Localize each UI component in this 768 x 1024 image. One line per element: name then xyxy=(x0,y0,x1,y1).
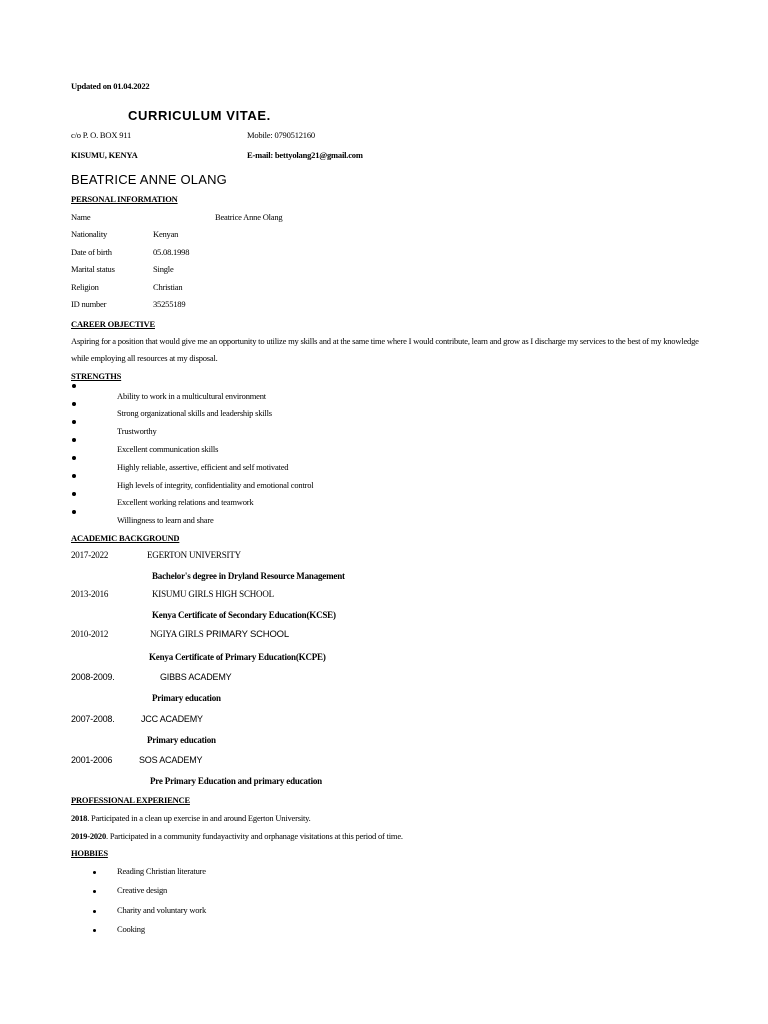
address-line-1: c/o P. O. BOX 911 xyxy=(71,130,132,140)
personal-label: Date of birth xyxy=(71,247,112,257)
personal-label: Religion xyxy=(71,282,99,292)
mobile-number: Mobile: 0790512160 xyxy=(247,130,315,140)
strength-item: Strong organizational skills and leadership skills xyxy=(117,408,272,418)
full-name: BEATRICE ANNE OLANG xyxy=(71,172,227,187)
academic-school: KISUMU GIRLS HIGH SCHOOL xyxy=(152,589,274,599)
hobby-item: Charity and voluntary work xyxy=(117,905,206,915)
academic-qualification: Bachelor's degree in Dryland Resource Management xyxy=(152,571,345,581)
section-heading-experience: PROFESSIONAL EXPERIENCE xyxy=(71,795,190,805)
strength-item: Excellent working relations and teamwork xyxy=(117,497,254,507)
personal-value: Beatrice Anne Olang xyxy=(215,212,283,222)
bullet-icon xyxy=(93,929,96,932)
career-objective-text: Aspiring for a position that would give me an opportunity to utilize my skills and at the same time where I would contribute, learn and grow as I discharge my services to the best of my knowledge while employing all resources at my disposal. xyxy=(71,336,699,363)
section-heading-personal: PERSONAL INFORMATION xyxy=(71,194,178,204)
experience-item: 2018. Participated in a clean up exercise in and around Egerton University. xyxy=(71,813,311,823)
hobby-item: Cooking xyxy=(117,924,145,934)
bullet-icon xyxy=(93,871,96,874)
bullet-icon xyxy=(72,456,76,460)
strength-item: Excellent communication skills xyxy=(117,444,219,454)
academic-qualification: Primary education xyxy=(152,693,221,703)
personal-value: Christian xyxy=(153,282,183,292)
academic-qualification: Primary education xyxy=(147,735,216,745)
personal-label: Marital status xyxy=(71,264,115,274)
bullet-icon xyxy=(72,492,76,496)
academic-years: 2017-2022 xyxy=(71,550,109,560)
bullet-icon xyxy=(93,910,96,913)
academic-qualification: Kenya Certificate of Secondary Education(KCSE) xyxy=(152,610,336,620)
email-address: E-mail: bettyolang21@gmail.com xyxy=(247,150,363,160)
personal-label: Name xyxy=(71,212,91,222)
strength-item: Highly reliable, assertive, efficient and self motivated xyxy=(117,462,289,472)
strength-item: Ability to work in a multicultural environment xyxy=(117,391,266,401)
academic-years: 2001-2006 xyxy=(71,755,113,765)
bullet-icon xyxy=(72,438,76,442)
academic-years: 2008-2009. xyxy=(71,672,115,682)
section-heading-hobbies: HOBBIES xyxy=(71,848,108,858)
section-heading-strengths: STRENGTHS xyxy=(71,371,122,381)
personal-label: Nationality xyxy=(71,229,108,239)
updated-date: Updated on 01.04.2022 xyxy=(71,81,150,91)
bullet-icon xyxy=(72,420,76,424)
personal-label: ID number xyxy=(71,299,107,309)
academic-school: JCC ACADEMY xyxy=(141,714,203,724)
strength-item: Willingness to learn and share xyxy=(117,515,214,525)
bullet-icon xyxy=(72,474,76,478)
academic-school: SOS ACADEMY xyxy=(139,755,203,765)
academic-qualification: Kenya Certificate of Primary Education(KCPE) xyxy=(149,652,326,662)
strength-item: High levels of integrity, confidentiality and emotional control xyxy=(117,480,314,490)
academic-school: EGERTON UNIVERSITY xyxy=(147,550,241,560)
academic-school: GIBBS ACADEMY xyxy=(160,672,232,682)
personal-value: Kenyan xyxy=(153,229,179,239)
hobby-item: Creative design xyxy=(117,885,168,895)
academic-qualification: Pre Primary Education and primary education xyxy=(150,776,322,786)
academic-years: 2010-2012 xyxy=(71,629,109,639)
bullet-icon xyxy=(93,890,96,893)
academic-years: 2007-2008. xyxy=(71,714,115,724)
bullet-icon xyxy=(72,384,76,388)
bullet-icon xyxy=(72,510,76,514)
personal-value: 05.08.1998 xyxy=(153,247,190,257)
strength-item: Trustworthy xyxy=(117,426,157,436)
academic-school: NGIYA GIRLS PRIMARY SCHOOL xyxy=(150,629,289,640)
personal-value: Single xyxy=(153,264,174,274)
address-line-2: KISUMU, KENYA xyxy=(71,150,138,160)
document-title: CURRICULUM VITAE. xyxy=(128,108,271,123)
experience-item: 2019-2020. Participated in a community fundayactivity and orphanage visitations at this period of time. xyxy=(71,831,403,841)
personal-value: 35255189 xyxy=(153,299,186,309)
hobby-item: Reading Christian literature xyxy=(117,866,206,876)
section-heading-academic: ACADEMIC BACKGROUND xyxy=(71,533,180,543)
academic-years: 2013-2016 xyxy=(71,589,109,599)
bullet-icon xyxy=(72,402,76,406)
section-heading-career: CAREER OBJECTIVE xyxy=(71,319,155,329)
